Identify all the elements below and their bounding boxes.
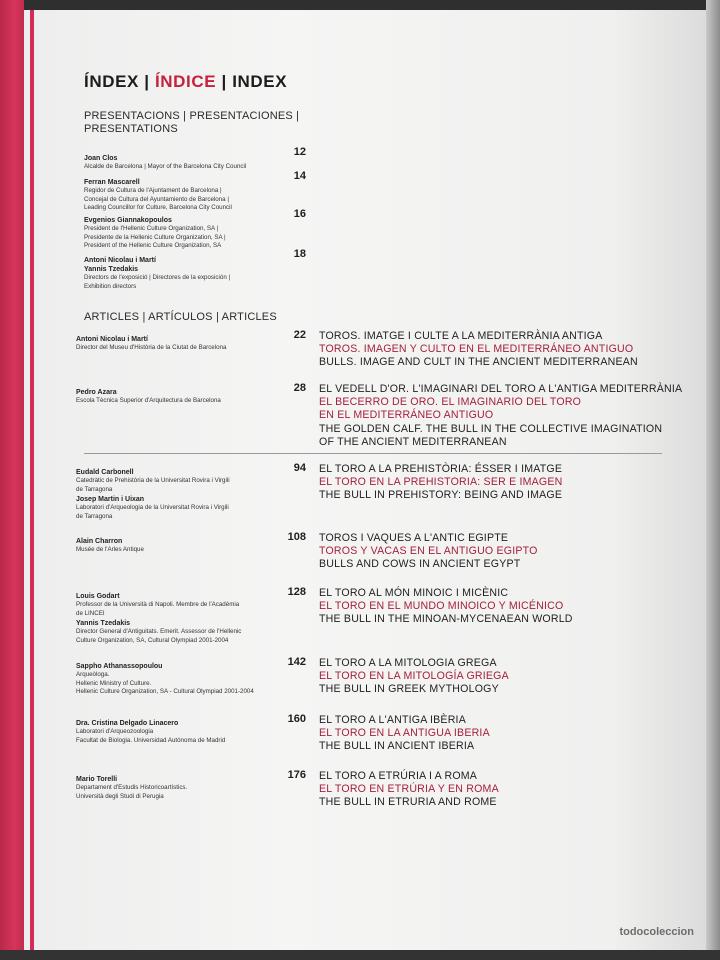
article-coauthor-affiliation: de Tarragona bbox=[76, 512, 113, 520]
article-author-affiliation: de Tarragona bbox=[76, 485, 113, 493]
presentations-heading-line1: PRESENTACIONS | PRESENTACIONES | bbox=[84, 110, 300, 122]
article-title-es: EL BECERRO DE ORO. EL IMAGINARIO DEL TORO bbox=[319, 396, 582, 409]
article-title-es: TOROS Y VACAS EN EL ANTIGUO EGIPTO bbox=[319, 545, 538, 558]
article-title-en: THE BULL IN ETRURIA AND ROME bbox=[319, 796, 497, 809]
article-page-number: 28 bbox=[293, 382, 306, 394]
article-author-affiliation: Professor de la Università di Napoli. Membre de l'Acadèmia bbox=[76, 601, 240, 608]
article-title-ca: EL TORO A ETRÚRIA I A ROMA bbox=[319, 770, 478, 782]
article-coauthor-affiliation: Laboratori d'Arqueologia de la Universitat Rovira i Virgili bbox=[76, 504, 229, 512]
presentation-name: Antoni Nicolau i Martí bbox=[84, 257, 156, 264]
article-author-affiliation: Facultat de Biologia. Universidad Autónoma de Madrid bbox=[76, 736, 226, 744]
title-catalan: ÍNDEX bbox=[84, 72, 139, 91]
presentation-affiliation: Regidor de Cultura de l'Ajuntament de Barcelona | bbox=[84, 187, 222, 194]
section-divider bbox=[84, 453, 662, 454]
article-title-ca: TOROS. IMATGE I CULTE A LA MEDITERRÀNIA ANTIGA bbox=[319, 330, 603, 342]
top-shadow bbox=[0, 0, 720, 10]
article-author-name: Dra. Cristina Delgado Linacero bbox=[76, 720, 179, 727]
article-title-es: TOROS. IMAGEN Y CULTO EN EL MEDITERRÁNEO ANTIGUO bbox=[319, 343, 634, 356]
red-spine-band bbox=[0, 0, 24, 960]
article-author-name: Mario Torelli bbox=[76, 776, 118, 783]
article-author-affiliation: Laboratori d'Arqueozoologia bbox=[76, 728, 154, 735]
page-edge-shadow bbox=[706, 0, 720, 960]
watermark-logo: todocoleccion bbox=[619, 926, 694, 938]
article-title-es: EL TORO EN LA MITOLOGÍA GRIEGA bbox=[319, 670, 509, 683]
article-coauthor-name: Yannis Tzedakis bbox=[76, 620, 131, 628]
article-title-es: EL TORO EN EL MUNDO MINOICO Y MICÉNICO bbox=[319, 600, 564, 613]
article-author-name: Antoni Nicolau i Martí bbox=[76, 336, 148, 343]
article-page-number: 176 bbox=[287, 769, 306, 781]
article-author-affiliation: Catedràtic de Prehistòria de la Universitat Rovira i Virgili bbox=[76, 477, 230, 484]
article-title-es: EL TORO EN LA ANTIGUA IBERIA bbox=[319, 727, 490, 740]
article-coauthor-affiliation: Culture Organization, SA, Cultural Olympiad 2001-2004 bbox=[76, 636, 229, 644]
presentation-page-number: 14 bbox=[293, 170, 306, 182]
presentation-affiliation: President de l'Hellenic Culture Organization, SA | bbox=[84, 225, 219, 232]
article-page-number: 94 bbox=[293, 462, 306, 474]
index-title bbox=[84, 72, 287, 92]
article-coauthor-affiliation: Director General d'Antiguitats. Emerit. Assessor de l'Hellenic bbox=[76, 628, 242, 636]
title-spanish: ÍNDICE bbox=[154, 72, 217, 91]
article-title-ca: EL VEDELL D'OR. L'IMAGINARI DEL TORO A L'ANTIGA MEDITERRÀNIA bbox=[319, 383, 683, 395]
article-author-affiliation: Università degli Studi di Perugia bbox=[76, 792, 164, 800]
presentation-name: Joan Clos bbox=[84, 155, 118, 162]
presentation-name: Evgenios Giannakopoulos bbox=[84, 217, 172, 224]
article-author-affiliation: Arqueòloga. bbox=[76, 671, 110, 678]
article-author-name: Sappho Athanassopoulou bbox=[76, 663, 163, 670]
article-author-affiliation: Director del Museu d'Història de la Ciutat de Barcelona bbox=[76, 344, 227, 351]
presentation-affiliation: Leading Councillor for Culture, Barcelona City Council bbox=[84, 204, 232, 212]
article-title-ca: EL TORO A LA MITOLOGIA GREGA bbox=[319, 657, 497, 669]
red-rule bbox=[30, 10, 34, 960]
title-english: INDEX bbox=[232, 72, 288, 91]
article-page-number: 128 bbox=[287, 586, 306, 598]
article-title-en: THE BULL IN THE MINOAN-MYCENAEAN WORLD bbox=[319, 613, 573, 626]
presentation-name: Ferran Mascarell bbox=[84, 179, 140, 186]
article-title-es: EN EL MEDITERRÁNEO ANTIGUO bbox=[319, 409, 494, 422]
presentations-heading-line2: PRESENTATIONS bbox=[84, 123, 178, 135]
article-author-name: Eudald Carbonell bbox=[76, 469, 134, 476]
presentation-name: Yannis Tzedakis bbox=[84, 266, 139, 273]
presentation-page-number: 12 bbox=[293, 146, 306, 158]
article-title-es: EL TORO EN ETRÚRIA Y EN ROMA bbox=[319, 783, 499, 796]
article-author-name: Pedro Azara bbox=[76, 389, 117, 396]
article-title-ca: EL TORO A L'ANTIGA IBÈRIA bbox=[319, 714, 466, 726]
articles-heading: ARTICLES | ARTÍCULOS | ARTICLES bbox=[84, 311, 277, 323]
article-title-ca: EL TORO AL MÓN MINOIC I MICÈNIC bbox=[319, 587, 509, 599]
article-page-number: 22 bbox=[293, 329, 306, 341]
article-title-en: BULLS AND COWS IN ANCIENT EGYPT bbox=[319, 558, 521, 571]
article-author-name: Alain Charron bbox=[76, 538, 123, 545]
article-author-name: Louis Godart bbox=[76, 593, 120, 600]
article-title-en: THE BULL IN ANCIENT IBERIA bbox=[319, 740, 475, 753]
title-sep-1: | bbox=[144, 72, 150, 91]
presentation-affiliation: Presidente de la Hellenic Culture Organization, SA | bbox=[84, 233, 226, 241]
article-page-number: 160 bbox=[287, 713, 306, 725]
article-coauthor-name: Josep Martin i Uixan bbox=[76, 496, 145, 504]
presentation-affiliation: Exhibition directors bbox=[84, 282, 137, 290]
presentation-affiliation: President of the Hellenic Culture Organization, SA bbox=[84, 242, 222, 250]
article-author-affiliation: Hellenic Culture Organization, SA - Cultural Olympiad 2001-2004 bbox=[76, 688, 254, 696]
article-title-en: THE BULL IN PREHISTORY: BEING AND IMAGE bbox=[319, 489, 563, 502]
article-title-en: BULLS. IMAGE AND CULT IN THE ANCIENT MEDITERRANEAN bbox=[319, 356, 638, 369]
presentation-page-number: 18 bbox=[293, 248, 306, 260]
article-author-affiliation: Musée de l'Arles Antique bbox=[76, 546, 144, 553]
article-author-affiliation: Escola Tècnica Superior d'Arquitectura de Barcelona bbox=[76, 397, 221, 404]
article-title-en: THE BULL IN GREEK MYTHOLOGY bbox=[319, 683, 499, 696]
presentation-affiliation: Directors de l'exposició | Directores de la exposición | bbox=[84, 274, 231, 281]
article-page-number: 142 bbox=[287, 656, 306, 668]
article-title-es: EL TORO EN LA PREHISTORIA: SER E IMAGEN bbox=[319, 476, 563, 489]
presentation-page-number: 16 bbox=[293, 208, 306, 220]
presentations-heading bbox=[84, 110, 299, 136]
article-title-ca: EL TORO A LA PREHISTÒRIA: ÉSSER I IMATGE bbox=[319, 463, 563, 475]
article-title-en: THE GOLDEN CALF. THE BULL IN THE COLLECTIVE IMAGINATION bbox=[319, 422, 663, 435]
article-title-ca: TOROS I VAQUES A L'ANTIC EGIPTE bbox=[319, 532, 509, 544]
presentation-affiliation: Alcalde de Barcelona | Mayor of the Barcelona City Council bbox=[84, 163, 247, 170]
presentation-affiliation: Concejal de Cultura del Ayuntamiento de Barcelona | bbox=[84, 195, 229, 203]
article-author-affiliation: Departament d'Estudis Historicoartístics. bbox=[76, 784, 188, 791]
title-sep-2: | bbox=[221, 72, 227, 91]
bottom-shadow bbox=[0, 950, 720, 960]
article-page-number: 108 bbox=[287, 531, 306, 543]
article-title-en: OF THE ANCIENT MEDITERRANEAN bbox=[319, 435, 507, 448]
article-author-affiliation: Hellenic Ministry of Culture. bbox=[76, 679, 152, 687]
article-author-affiliation: de LINCEI bbox=[76, 609, 105, 617]
